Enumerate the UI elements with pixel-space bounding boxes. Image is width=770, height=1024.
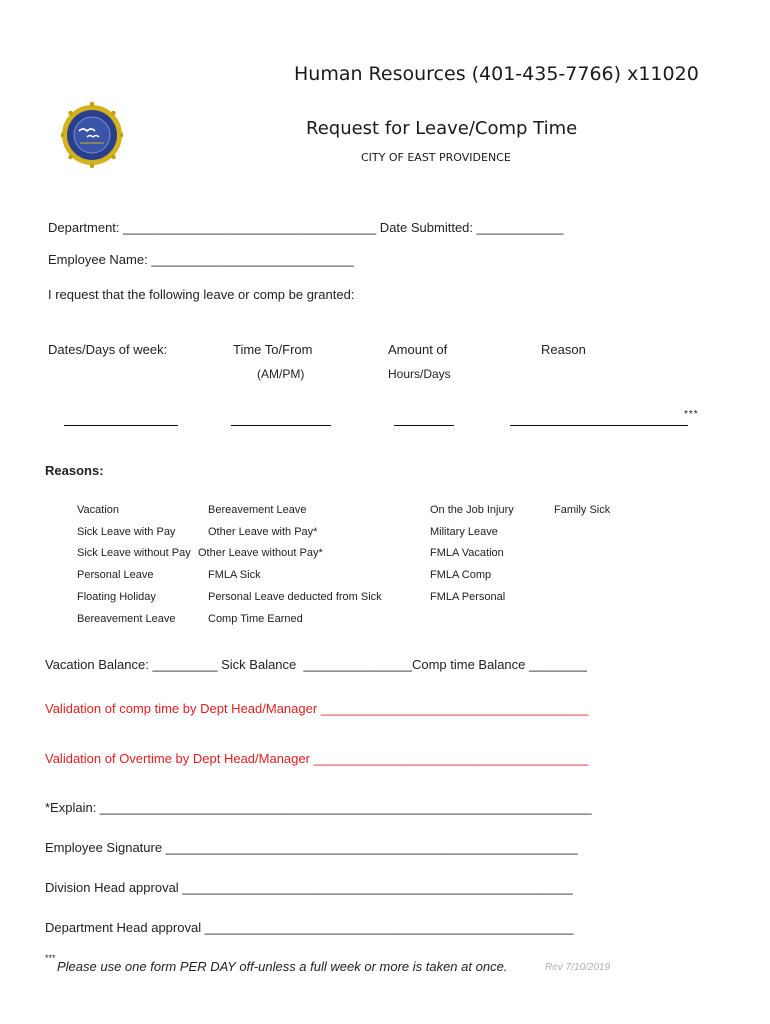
footer-stars: *** — [45, 953, 56, 963]
amount-blank-line[interactable] — [394, 425, 454, 426]
reason-option[interactable]: Sick Leave without Pay — [77, 547, 191, 559]
reason-option[interactable]: Floating Holiday — [77, 591, 156, 603]
reason-blank-line[interactable] — [510, 425, 688, 426]
reason-option[interactable]: Bereavement Leave — [77, 613, 176, 625]
employee-name-field[interactable]: Employee Name: ____________________________ — [48, 252, 354, 267]
reason-footnote-mark: *** — [684, 409, 699, 420]
overtime-validation-field[interactable]: Validation of Overtime by Dept Head/Manager ______________________________________ — [45, 751, 589, 766]
hr-contact-line: Human Resources (401-435-7766) x11020 — [294, 63, 699, 85]
reason-option[interactable]: Vacation — [77, 504, 119, 516]
reason-option[interactable]: Bereavement Leave — [208, 504, 307, 516]
reason-option[interactable]: Family Sick — [554, 504, 611, 516]
col-amount-subheader: Hours/Days — [388, 367, 451, 381]
reason-option[interactable]: On the Job Injury — [430, 504, 514, 516]
reason-option[interactable]: FMLA Personal — [430, 591, 506, 603]
department-date-field[interactable]: Department: ___________________________________ Date Submitted: ____________ — [48, 220, 564, 235]
reason-option[interactable]: FMLA Comp — [430, 569, 492, 581]
footer-note: Please use one form PER DAY off-unless a full week or more is taken at once. — [57, 959, 508, 974]
col-time-header: Time To/From — [233, 342, 313, 357]
reasons-heading: Reasons: — [45, 463, 104, 478]
col-reason-header: Reason — [541, 342, 586, 357]
request-statement: I request that the following leave or comp be granted: — [48, 287, 355, 302]
explain-field[interactable]: *Explain: ____________________________________________________________________ — [45, 800, 592, 815]
reason-option[interactable]: Military Leave — [430, 526, 498, 538]
time-blank-line[interactable] — [231, 425, 331, 426]
dates-blank-line[interactable] — [64, 425, 178, 426]
city-seal-icon — [61, 101, 123, 169]
reason-option[interactable]: Other Leave without Pay* — [198, 547, 323, 559]
balances-line[interactable]: Vacation Balance: _________ Sick Balance _______________Comp time Balance ________ — [45, 657, 587, 672]
col-amount-header: Amount of — [388, 342, 448, 357]
col-time-subheader: (AM/PM) — [257, 367, 305, 381]
reason-option[interactable]: Comp Time Earned — [208, 613, 303, 625]
reason-option[interactable]: FMLA Sick — [208, 569, 261, 581]
reason-option[interactable]: Personal Leave — [77, 569, 154, 581]
department-head-approval-field[interactable]: Department Head approval ___________________________________________________ — [45, 920, 574, 935]
reason-option[interactable]: Personal Leave deducted from Sick — [208, 591, 382, 603]
page-title: Request for Leave/Comp Time — [306, 118, 578, 139]
col-dates-header: Dates/Days of week: — [48, 342, 168, 357]
division-head-approval-field[interactable]: Division Head approval ______________________________________________________ — [45, 880, 573, 895]
reason-option[interactable]: Sick Leave with Pay — [77, 526, 176, 538]
revision-date: Rev 7/10/2019 — [545, 962, 611, 973]
city-name: CITY OF EAST PROVIDENCE — [361, 151, 511, 164]
reason-option[interactable]: Other Leave with Pay* — [208, 526, 318, 538]
comp-validation-field[interactable]: Validation of comp time by Dept Head/Manager _____________________________________ — [45, 701, 589, 716]
employee-signature-field[interactable]: Employee Signature _________________________________________________________ — [45, 840, 578, 855]
reason-option[interactable]: FMLA Vacation — [430, 547, 504, 559]
